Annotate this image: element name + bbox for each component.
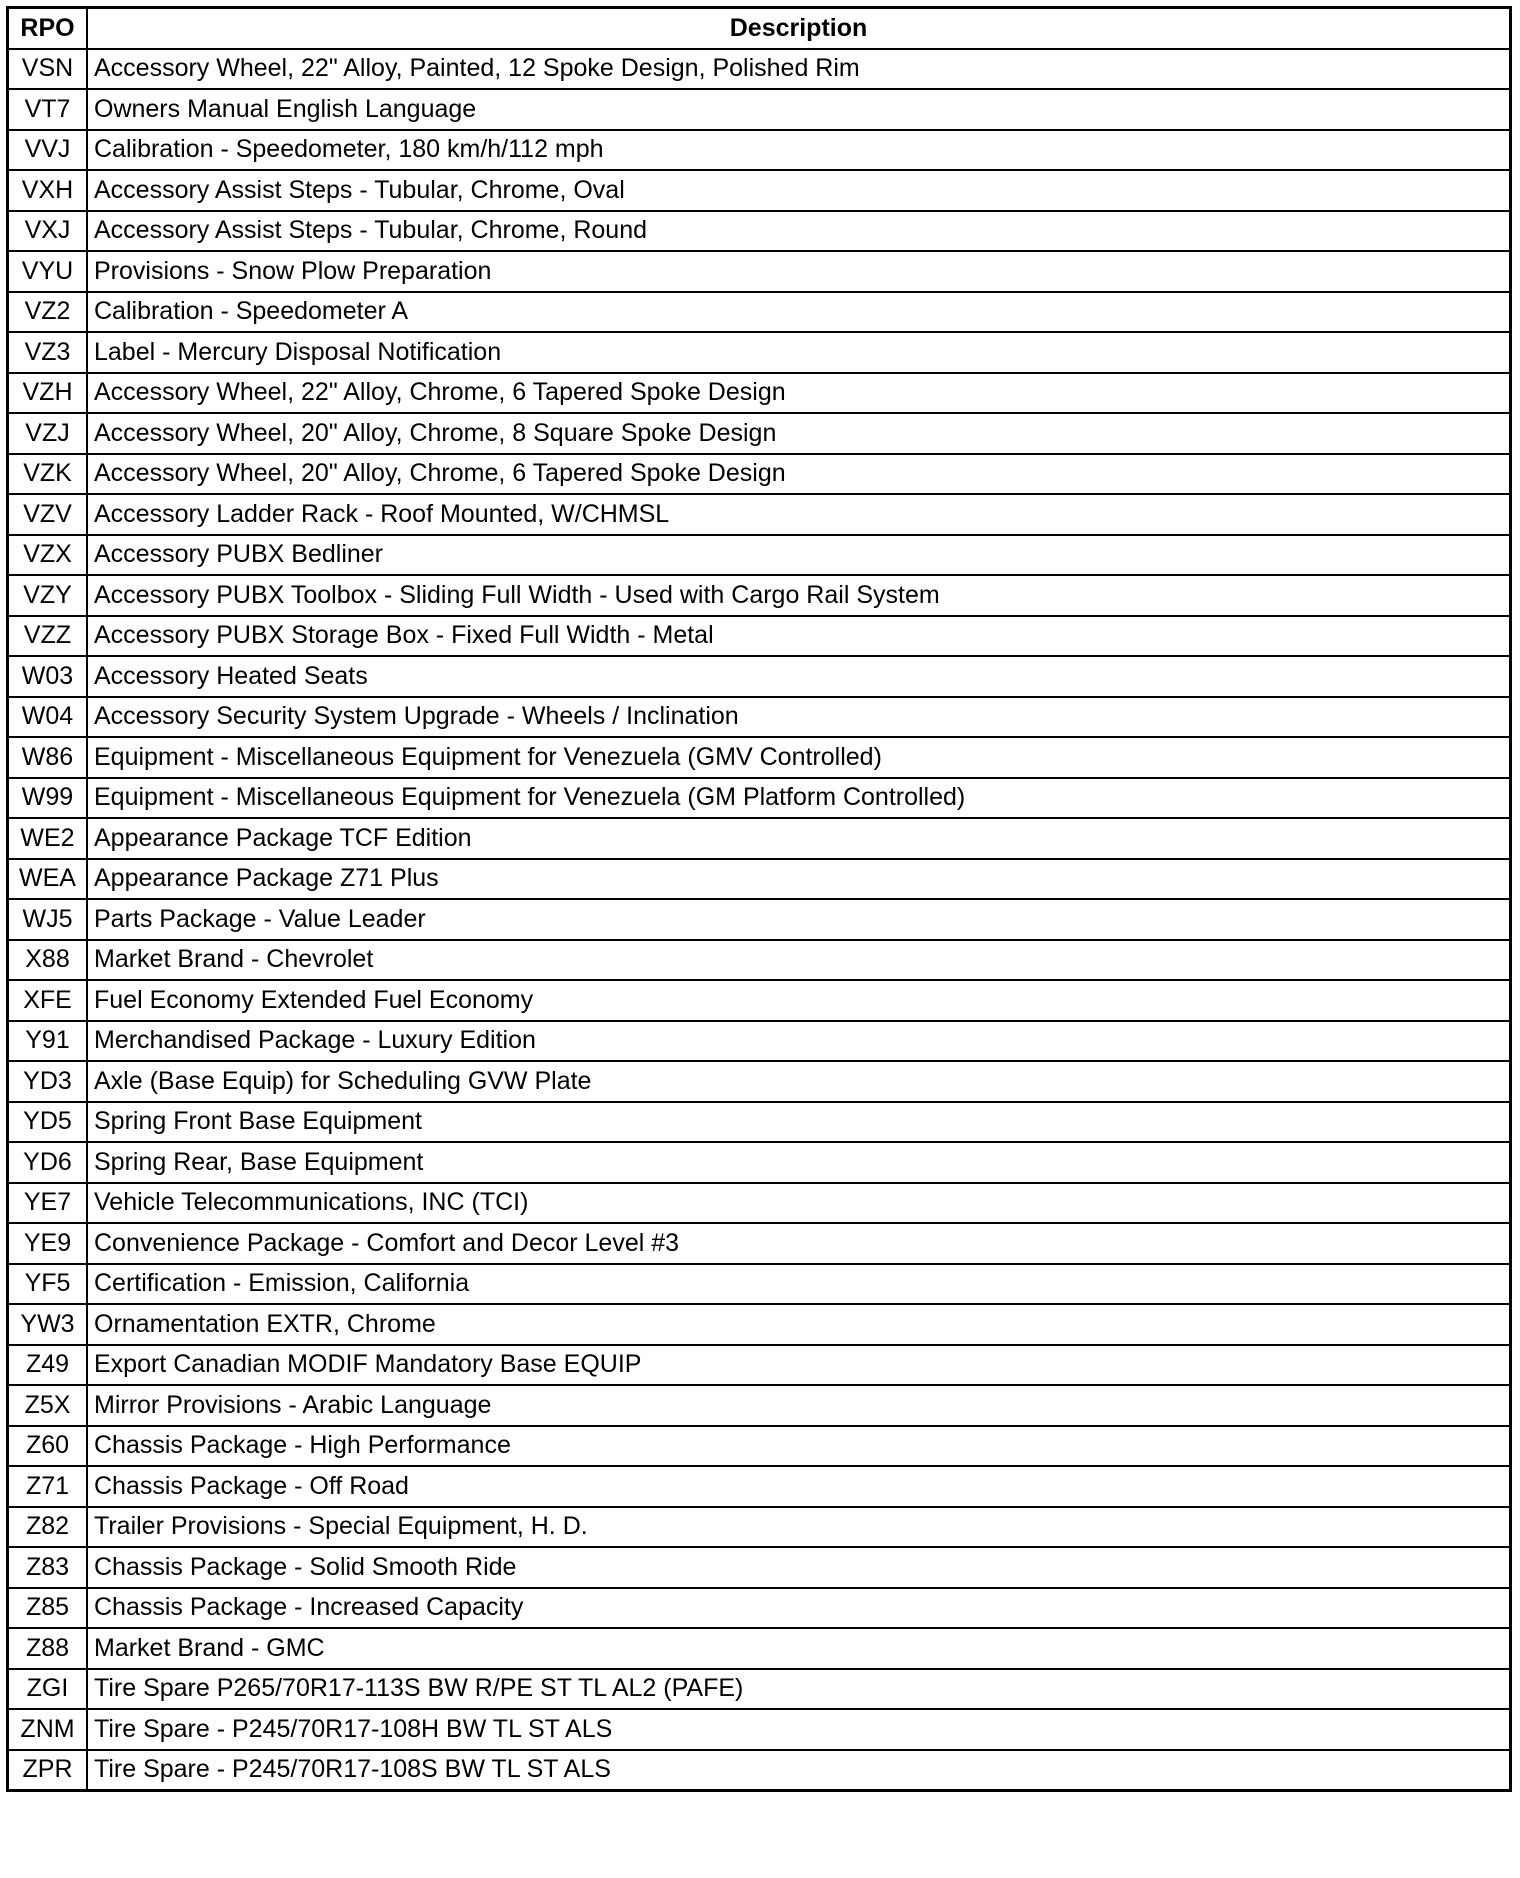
table-row	[8, 778, 1511, 819]
description-cell: Appearance Package Z71 Plus	[87, 859, 1511, 900]
description-cell: Calibration - Speedometer, 180 km/h/112 mph	[87, 130, 1511, 171]
description-cell: Accessory Heated Seats	[87, 656, 1511, 697]
description-cell: Label - Mercury Disposal Notification	[87, 332, 1511, 373]
rpo-code-cell: Z71	[8, 1466, 88, 1507]
table-row	[8, 535, 1511, 576]
rpo-code-cell: YW3	[8, 1304, 88, 1345]
table-row	[8, 1102, 1511, 1143]
rpo-code-cell: WE2	[8, 818, 88, 859]
description-cell: Accessory Wheel, 22" Alloy, Chrome, 6 Tapered Spoke Design	[87, 373, 1511, 414]
rpo-code-cell: VSN	[8, 49, 88, 90]
table-row	[8, 1709, 1511, 1750]
table-row	[8, 454, 1511, 495]
rpo-code-cell: YD5	[8, 1102, 88, 1143]
table-row	[8, 332, 1511, 373]
table-row	[8, 616, 1511, 657]
rpo-code-cell: XFE	[8, 980, 88, 1021]
header-description: Description	[87, 8, 1511, 49]
table-row	[8, 1061, 1511, 1102]
table-row	[8, 89, 1511, 130]
rpo-code-cell: Z49	[8, 1345, 88, 1386]
table-row	[8, 940, 1511, 981]
description-cell: Certification - Emission, California	[87, 1264, 1511, 1305]
description-cell: Accessory Assist Steps - Tubular, Chrome, Round	[87, 211, 1511, 252]
description-cell: Accessory Assist Steps - Tubular, Chrome, Oval	[87, 170, 1511, 211]
description-cell: Provisions - Snow Plow Preparation	[87, 251, 1511, 292]
table-row	[8, 697, 1511, 738]
table-row	[8, 1547, 1511, 1588]
table-row	[8, 818, 1511, 859]
table-row	[8, 1628, 1511, 1669]
description-cell: Export Canadian MODIF Mandatory Base EQUIP	[87, 1345, 1511, 1386]
description-cell: Tire Spare - P245/70R17-108H BW TL ST ALS	[87, 1709, 1511, 1750]
rpo-code-cell: Z82	[8, 1507, 88, 1548]
table-row	[8, 1345, 1511, 1386]
rpo-code-cell: Z88	[8, 1628, 88, 1669]
description-cell: Accessory Wheel, 20" Alloy, Chrome, 6 Tapered Spoke Design	[87, 454, 1511, 495]
rpo-code-cell: W03	[8, 656, 88, 697]
description-cell: Accessory PUBX Bedliner	[87, 535, 1511, 576]
rpo-code-cell: VZ2	[8, 292, 88, 333]
description-cell: Ornamentation EXTR, Chrome	[87, 1304, 1511, 1345]
table-row	[8, 737, 1511, 778]
rpo-code-cell: YE7	[8, 1183, 88, 1224]
table-row	[8, 575, 1511, 616]
rpo-code-cell: Z60	[8, 1426, 88, 1467]
description-cell: Convenience Package - Comfort and Decor Level #3	[87, 1223, 1511, 1264]
description-cell: Tire Spare - P245/70R17-108S BW TL ST ALS	[87, 1750, 1511, 1791]
description-cell: Tire Spare P265/70R17-113S BW R/PE ST TL AL2 (PAFE)	[87, 1669, 1511, 1710]
description-cell: Accessory Wheel, 20" Alloy, Chrome, 8 Square Spoke Design	[87, 413, 1511, 454]
description-cell: Market Brand - Chevrolet	[87, 940, 1511, 981]
description-cell: Equipment - Miscellaneous Equipment for Venezuela (GMV Controlled)	[87, 737, 1511, 778]
rpo-code-cell: Z85	[8, 1588, 88, 1629]
description-cell: Chassis Package - Increased Capacity	[87, 1588, 1511, 1629]
rpo-code-cell: W99	[8, 778, 88, 819]
table-row	[8, 1507, 1511, 1548]
table-row	[8, 373, 1511, 414]
table-row	[8, 49, 1511, 90]
table-row	[8, 1142, 1511, 1183]
description-cell: Accessory PUBX Storage Box - Fixed Full Width - Metal	[87, 616, 1511, 657]
rpo-code-cell: VZ3	[8, 332, 88, 373]
description-cell: Appearance Package TCF Edition	[87, 818, 1511, 859]
rpo-code-cell: W04	[8, 697, 88, 738]
description-cell: Market Brand - GMC	[87, 1628, 1511, 1669]
description-cell: Fuel Economy Extended Fuel Economy	[87, 980, 1511, 1021]
table-row	[8, 1669, 1511, 1710]
rpo-code-cell: YE9	[8, 1223, 88, 1264]
description-cell: Mirror Provisions - Arabic Language	[87, 1385, 1511, 1426]
rpo-code-cell: Z83	[8, 1547, 88, 1588]
rpo-code-cell: ZNM	[8, 1709, 88, 1750]
table-row	[8, 1264, 1511, 1305]
rpo-code-cell: VT7	[8, 89, 88, 130]
rpo-code-cell: VZZ	[8, 616, 88, 657]
header-rpo: RPO	[8, 8, 88, 49]
rpo-code-cell: YD6	[8, 1142, 88, 1183]
table-row	[8, 413, 1511, 454]
rpo-code-cell: W86	[8, 737, 88, 778]
description-cell: Chassis Package - Off Road	[87, 1466, 1511, 1507]
description-cell: Chassis Package - Solid Smooth Ride	[87, 1547, 1511, 1588]
table-row	[8, 980, 1511, 1021]
rpo-code-cell: VZJ	[8, 413, 88, 454]
rpo-code-cell: WEA	[8, 859, 88, 900]
description-cell: Accessory PUBX Toolbox - Sliding Full Width - Used with Cargo Rail System	[87, 575, 1511, 616]
description-cell: Equipment - Miscellaneous Equipment for Venezuela (GM Platform Controlled)	[87, 778, 1511, 819]
table-row	[8, 1021, 1511, 1062]
table-body	[8, 49, 1511, 1791]
rpo-code-cell: YF5	[8, 1264, 88, 1305]
table-row	[8, 292, 1511, 333]
description-cell: Accessory Security System Upgrade - Wheels / Inclination	[87, 697, 1511, 738]
header-row	[8, 8, 1511, 49]
table-row	[8, 1750, 1511, 1791]
table-row	[8, 1588, 1511, 1629]
rpo-code-cell: Z5X	[8, 1385, 88, 1426]
rpo-code-cell: VVJ	[8, 130, 88, 171]
rpo-code-cell: X88	[8, 940, 88, 981]
table-header	[8, 8, 1511, 49]
rpo-code-cell: VXH	[8, 170, 88, 211]
description-cell: Spring Rear, Base Equipment	[87, 1142, 1511, 1183]
description-cell: Accessory Ladder Rack - Roof Mounted, W/CHMSL	[87, 494, 1511, 535]
rpo-code-cell: VZV	[8, 494, 88, 535]
rpo-table	[6, 6, 1512, 1792]
description-cell: Calibration - Speedometer A	[87, 292, 1511, 333]
rpo-code-cell: ZPR	[8, 1750, 88, 1791]
rpo-code-cell: WJ5	[8, 899, 88, 940]
table-row	[8, 1183, 1511, 1224]
description-cell: Merchandised Package - Luxury Edition	[87, 1021, 1511, 1062]
table-row	[8, 859, 1511, 900]
rpo-code-cell: VZX	[8, 535, 88, 576]
table-row	[8, 1304, 1511, 1345]
description-cell: Owners Manual English Language	[87, 89, 1511, 130]
description-cell: Vehicle Telecommunications, INC (TCI)	[87, 1183, 1511, 1224]
table-row	[8, 899, 1511, 940]
table-row	[8, 494, 1511, 535]
table-row	[8, 1426, 1511, 1467]
rpo-code-cell: VXJ	[8, 211, 88, 252]
rpo-code-cell: VZH	[8, 373, 88, 414]
description-cell: Accessory Wheel, 22" Alloy, Painted, 12 Spoke Design, Polished Rim	[87, 49, 1511, 90]
table-row	[8, 1385, 1511, 1426]
table-row	[8, 130, 1511, 171]
rpo-code-cell: VZY	[8, 575, 88, 616]
table-row	[8, 211, 1511, 252]
rpo-code-cell: VYU	[8, 251, 88, 292]
rpo-code-cell: VZK	[8, 454, 88, 495]
rpo-code-cell: YD3	[8, 1061, 88, 1102]
description-cell: Spring Front Base Equipment	[87, 1102, 1511, 1143]
description-cell: Trailer Provisions - Special Equipment, H. D.	[87, 1507, 1511, 1548]
table-row	[8, 656, 1511, 697]
table-row	[8, 251, 1511, 292]
table-row	[8, 1223, 1511, 1264]
rpo-code-cell: Y91	[8, 1021, 88, 1062]
table-row	[8, 170, 1511, 211]
table-row	[8, 1466, 1511, 1507]
description-cell: Chassis Package - High Performance	[87, 1426, 1511, 1467]
description-cell: Parts Package - Value Leader	[87, 899, 1511, 940]
rpo-code-cell: ZGI	[8, 1669, 88, 1710]
description-cell: Axle (Base Equip) for Scheduling GVW Plate	[87, 1061, 1511, 1102]
